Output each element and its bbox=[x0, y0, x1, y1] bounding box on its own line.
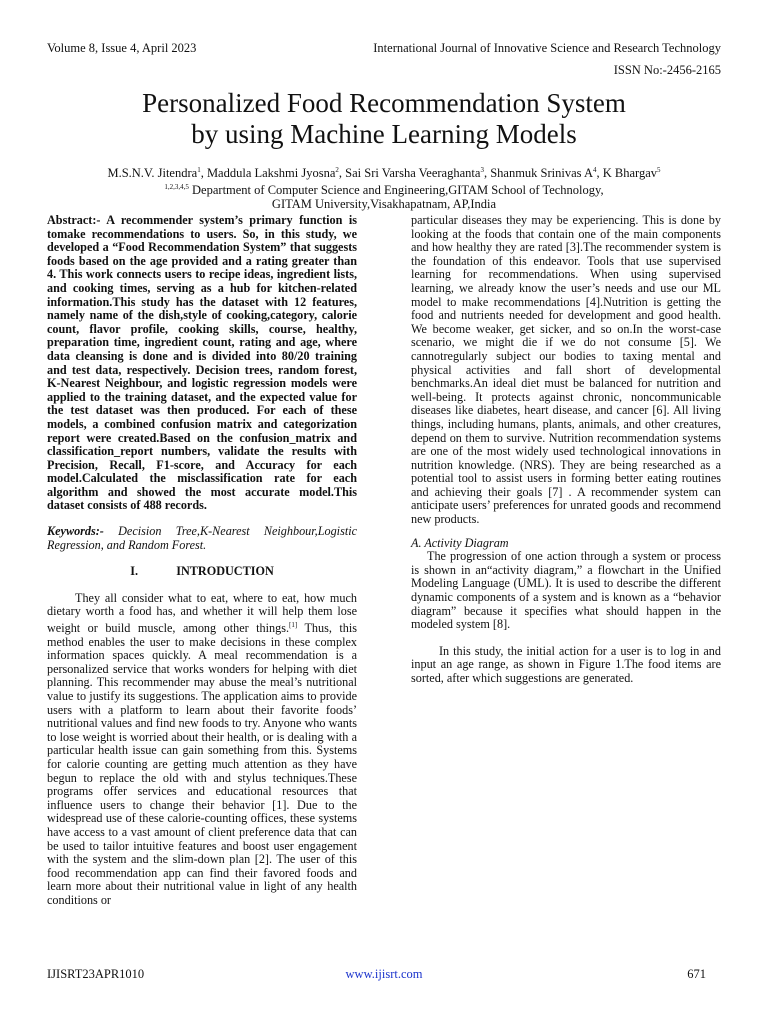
intro-paragraph bbox=[47, 592, 357, 908]
section-number: I. bbox=[130, 564, 139, 579]
right-column bbox=[411, 214, 721, 686]
paper-title bbox=[0, 88, 768, 150]
keywords-label: Keywords:- bbox=[47, 524, 104, 539]
affiliation-line-2: GITAM University,Visakhapatnam, AP,India bbox=[271, 197, 497, 212]
author-name: M.S.N.V. Jitendra bbox=[107, 166, 198, 181]
intro-text-a: They all consider what to eat, where to eat, how much dietary worth a food has, and whether it will help them lose weight or build muscle, among other things. bbox=[47, 590, 357, 636]
author-sup: 3 bbox=[480, 166, 484, 174]
left-column bbox=[47, 214, 357, 908]
section-title: INTRODUCTION bbox=[176, 564, 274, 579]
citation-ref: [1] bbox=[289, 621, 298, 630]
author-sup: 4 bbox=[592, 166, 597, 174]
keywords bbox=[47, 525, 357, 552]
author-name: , K Bhargav bbox=[596, 166, 658, 181]
affiliation-text: Department of Computer Science and Engineering,GITAM School of Technology, bbox=[188, 183, 604, 198]
abstract-label: Abstract:- bbox=[47, 213, 107, 227]
intro-paragraph-continued: particular diseases they may be experiencing. This is done by looking at the foods that contain one of the main components and how healthy they are rated [3].The recommender system is the foundation of this endeavor. Tools that use supervised learning for recommendations. When using supervised learning, we already know the user’s needs and use our ML model to make recommendations [4].Nutrition is getting the food and nutrients needed for development and good health. We become weaker, get sicker, and so on.In the worst-case scenario, we might die if we do not consume [5]. We cannotregularly subject our bodies to taxing mental and physical activities and fall short of developmental benchmarks.An ideal diet must be balanced for nutrition and well-being. It protects against chronic, noncommunicable diseases like diabetes, heart disease, and cancer [6]. All living things, including humans, plants, animals, and other creatures, depend on them to survive. Nutrition recommendation systems are one of the most widely used technological innovations in nutrition knowledge. (NRS). They are being researched as a potential tool to assist users in forming better eating routines and achieving their goals [7] . A recommender system can anticipate users’ preferences for unrated goods and recommend new products. bbox=[411, 213, 721, 527]
journal-url-link[interactable]: www.ijisrt.com bbox=[345, 967, 423, 981]
author-sup: 1 bbox=[197, 166, 201, 174]
abstract bbox=[47, 214, 357, 513]
activity-diagram-paragraph-2: In this study, the initial action for a user is to log in and input an age range, as shown in Figure 1.The food items are sorted, after which suggestions are generated. bbox=[411, 643, 721, 685]
affiliation-sup: 1,2,3,4,5 bbox=[164, 183, 189, 192]
author-block bbox=[0, 163, 768, 211]
journal-volume: Volume 8, Issue 4, April 2023 bbox=[47, 41, 197, 55]
author-sup: 2 bbox=[335, 166, 339, 174]
activity-diagram-paragraph: The progression of one action through a system or process is shown in an“activity diagram,” a flowchart in the Unified Modeling Language (UML). It is used to describe the different dynamic components of a system and is known as a “behavior diagram” because it specifies what should happen in the modeled system [8]. bbox=[411, 549, 721, 632]
section-heading-introduction bbox=[47, 565, 357, 579]
author-name: , Shanmuk Srinivas A bbox=[483, 166, 593, 181]
author-name: , Maddula Lakshmi Jyosna bbox=[200, 166, 336, 181]
title-line-2: by using Machine Learning Models bbox=[191, 119, 577, 149]
page-number: 671 bbox=[687, 967, 706, 981]
journal-name: International Journal of Innovative Science and Research Technology bbox=[373, 41, 721, 55]
abstract-text: A recommender system’s primary function is tomake recommendations to users. So, in this study, we developed a “Food Recommendation System” that suggests foods based on the age provided and a rating greater than 4. This work connects users to recipe ideas, ingredient lists, and cooking times, serving as a hub for kitchen-related information.This study has the dataset with 12 features, namely name of the dish,style of cooking,category, calorie count, flavor profile, cooking skills, course, healthy, preparation time, ingredient count, rating and age, where data cleansing is done and is divided into 80/20 training and test data, respectively. Decision trees, random forest, K-Nearest Neighbour, and logistic regression models were applied to the training dataset, and the expected value for the test dataset was then produced. For each of these models, a combined confusion matrix and categorization report were created.Based on the confusion_matrix and classification_report numbers, validate the results with Precision, Recall, F1-score, and Accuracy for each model.Calculated the misclassification rate for each algorithm and showed the most accurate model.This dataset consists of 488 records. bbox=[47, 213, 357, 513]
subsection-heading-activity-diagram: A. Activity Diagram bbox=[411, 535, 509, 550]
title-line-1: Personalized Food Recommendation System bbox=[142, 88, 626, 118]
paper-id: IJISRT23APR1010 bbox=[47, 967, 145, 981]
intro-text-b: Thus, this method enables the user to make decisions in these complex information spaces quickly. A meal recommendation is a personalized service that works wonders for helping with diet planning. This recommender may abuse the meal’s nutritional value to justify its suggestions. The application aims to provide users with a platform to learn about their favorite foods’ nutritional values and find new foods to try. Anyone who wants to lose weight is worried about their health, or is dealing with a particular health issue can gain something from this. Systems for calorie counting are getting much attention as they have begun to replace the old with and stylus techniques.These programs offer services and educational resources that influence users to change their behavior [1]. Due to the widespread use of these calorie-counting offices, these systems have access to a vast amount of client preference data that can be used to tailor intuitive features and boost user engagement with the system and the slim-down plan [2]. The user of this food recommendation app can find their favored foods and learn more about their nutritional value in light of any health conditions or bbox=[47, 621, 358, 907]
issn: ISSN No:-2456-2165 bbox=[613, 63, 721, 77]
keywords-text: Decision Tree,K-Nearest Neighbour,Logistic Regression, and Random Forest. bbox=[47, 524, 357, 552]
affiliation-line-1 bbox=[0, 180, 768, 197]
author-list bbox=[0, 163, 768, 180]
author-name: , Sai Sri Varsha Veeraghanta bbox=[338, 166, 481, 181]
author-sup: 5 bbox=[657, 166, 661, 174]
